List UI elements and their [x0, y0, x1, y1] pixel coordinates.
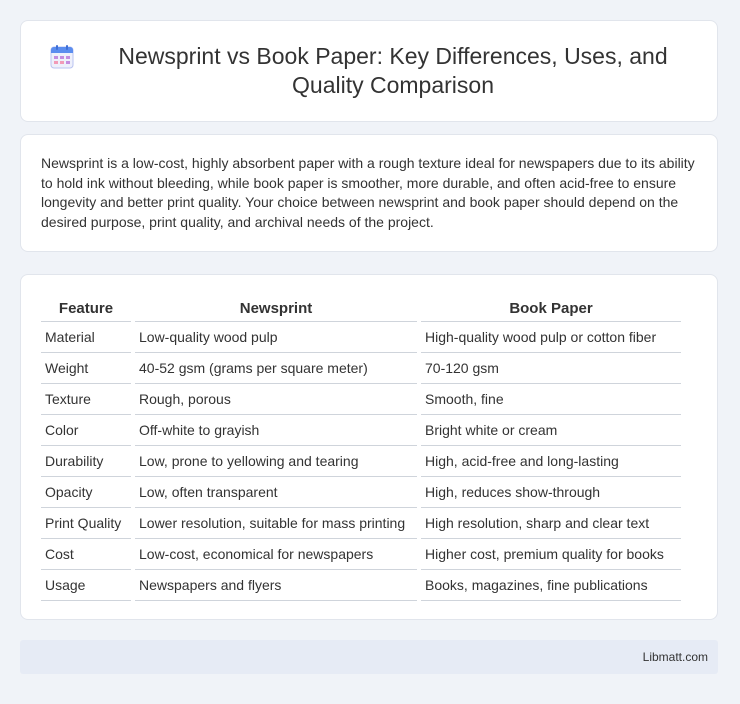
table-row	[41, 353, 681, 384]
cell-book-paper: Bright white or cream	[421, 415, 681, 446]
cell-newsprint: Rough, porous	[135, 384, 417, 415]
cell-book-paper: Higher cost, premium quality for books	[421, 539, 681, 570]
page-title: Newsprint vs Book Paper: Key Differences, Uses, and Quality Comparison	[118, 43, 668, 98]
cell-feature: Usage	[41, 570, 131, 601]
table-header-row	[41, 295, 681, 322]
table-row	[41, 446, 681, 477]
cell-feature: Print Quality	[41, 508, 131, 539]
table-row	[41, 570, 681, 601]
comparison-table	[37, 295, 685, 601]
table-row	[41, 322, 681, 353]
cell-feature: Texture	[41, 384, 131, 415]
cell-newsprint: Off-white to grayish	[135, 415, 417, 446]
cell-newsprint: 40-52 gsm (grams per square meter)	[135, 353, 417, 384]
table-row	[41, 384, 681, 415]
table-row	[41, 415, 681, 446]
cell-book-paper: High-quality wood pulp or cotton fiber	[421, 322, 681, 353]
table-card	[20, 274, 718, 620]
cell-book-paper: Smooth, fine	[421, 384, 681, 415]
cell-feature: Weight	[41, 353, 131, 384]
table-row	[41, 508, 681, 539]
cell-newsprint: Low-quality wood pulp	[135, 322, 417, 353]
cell-feature: Opacity	[41, 477, 131, 508]
calendar-icon	[49, 44, 75, 70]
cell-feature: Color	[41, 415, 131, 446]
cell-feature: Cost	[41, 539, 131, 570]
cell-book-paper: 70-120 gsm	[421, 353, 681, 384]
cell-book-paper: Books, magazines, fine publications	[421, 570, 681, 601]
footer	[20, 640, 718, 674]
header-book-paper: Book Paper	[421, 295, 681, 322]
footer-brand-link[interactable]: Libmatt.com	[642, 650, 708, 664]
intro-card	[20, 134, 718, 252]
cell-newsprint: Low, prone to yellowing and tearing	[135, 446, 417, 477]
cell-newsprint: Newspapers and flyers	[135, 570, 417, 601]
cell-feature: Material	[41, 322, 131, 353]
cell-newsprint: Lower resolution, suitable for mass printing	[135, 508, 417, 539]
title-wrap	[49, 42, 689, 100]
cell-book-paper: High, reduces show-through	[421, 477, 681, 508]
table-row	[41, 477, 681, 508]
intro-paragraph: Newsprint is a low-cost, highly absorbent paper with a rough texture ideal for newspapers due to its ability to hold ink without bleeding, while book paper is smoother, more durable, and often acid-free to ensure longevity and better print quality. Your choice between newsprint and book paper should depend on the desired purpose, print quality, and archival needs of the project.	[41, 155, 695, 230]
table-row	[41, 539, 681, 570]
cell-newsprint: Low-cost, economical for newspapers	[135, 539, 417, 570]
title-card	[20, 20, 718, 122]
cell-newsprint: Low, often transparent	[135, 477, 417, 508]
cell-book-paper: High resolution, sharp and clear text	[421, 508, 681, 539]
cell-book-paper: High, acid-free and long-lasting	[421, 446, 681, 477]
header-newsprint: Newsprint	[135, 295, 417, 322]
cell-feature: Durability	[41, 446, 131, 477]
header-feature: Feature	[41, 295, 131, 322]
